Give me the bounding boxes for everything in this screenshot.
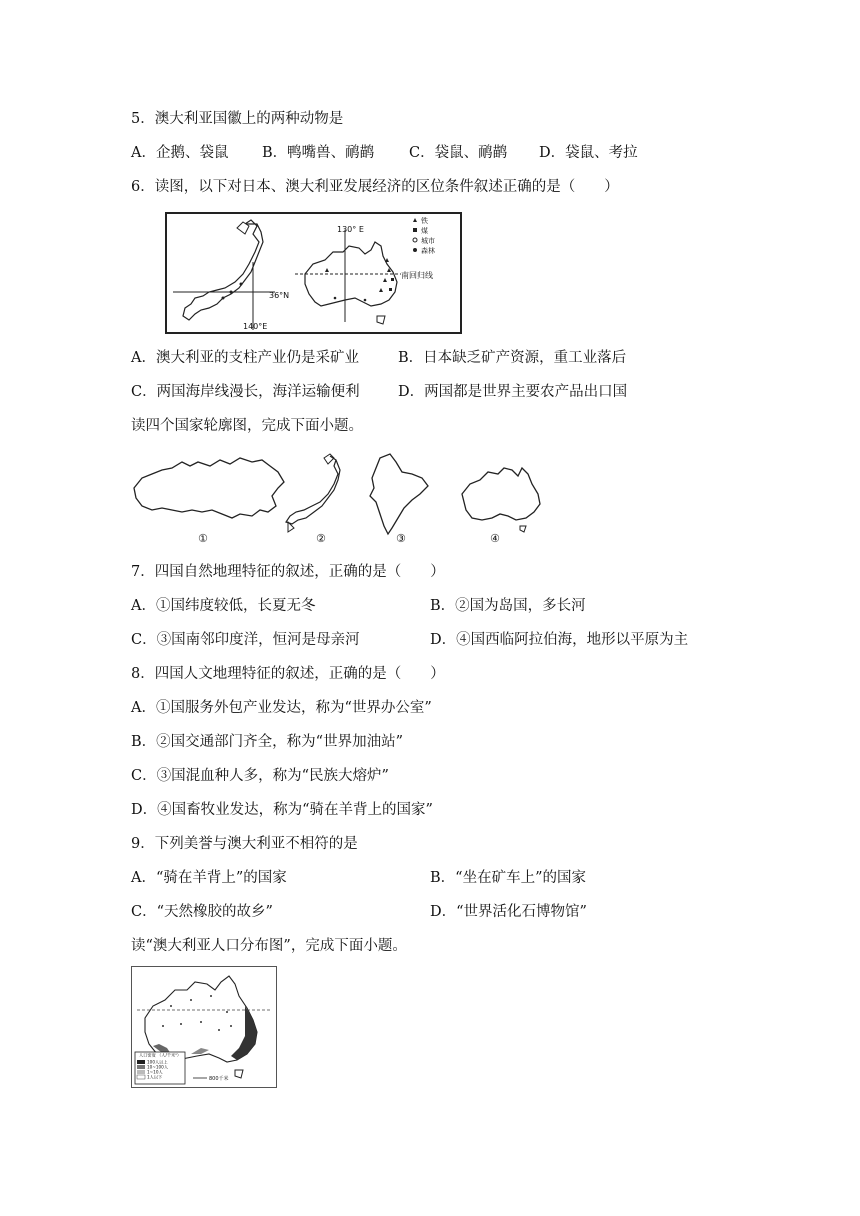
- india-outline: [370, 454, 428, 534]
- q6-option-d: D．两国都是世界主要农产品出口国: [398, 384, 628, 400]
- q7-option-b: B．②国为岛国，多长河: [430, 598, 586, 614]
- q7-stem: 7．四国自然地理特征的叙述，正确的是（ ）: [131, 564, 445, 580]
- outline-label-4: ④: [490, 532, 500, 545]
- q7-option-a: A．①国纬度较低，长夏无冬: [131, 598, 316, 614]
- q6-option-c: C．两国海岸线漫长，海洋运输便利: [131, 384, 360, 400]
- outline-label-2: ②: [316, 532, 326, 545]
- lon-130e-label: 130° E: [337, 225, 364, 234]
- q9-option-d: D．“世界活化石博物馆”: [430, 904, 587, 920]
- q5-option-c: C．袋鼠、鸸鹋: [409, 145, 508, 161]
- q8-option-b: B．②国交通部门齐全，称为“世界加油站”: [131, 734, 403, 750]
- group-intro-2: 读“澳大利亚人口分布图”，完成下面小题。: [131, 938, 407, 954]
- q9-option-a: A．“骑在羊背上”的国家: [131, 870, 287, 886]
- japan-small-outline: [286, 456, 340, 524]
- q6-option-b: B．日本缺乏矿产资源，重工业落后: [398, 350, 627, 366]
- q7-option-c: C．③国南邻印度洋，恒河是母亲河: [131, 632, 360, 648]
- q9-option-b: B．“坐在矿车上”的国家: [430, 870, 586, 886]
- outline-label-1: ①: [198, 532, 208, 545]
- q9-stem: 9．下列美誉与澳大利亚不相符的是: [131, 836, 358, 852]
- q8-option-d: D．④国畜牧业发达，称为“骑在羊背上的国家”: [131, 802, 433, 818]
- q8-option-c: C．③国混血种人多，称为“民族大熔炉”: [131, 768, 389, 784]
- q8-stem: 8．四国人文地理特征的叙述，正确的是（ ）: [131, 666, 445, 682]
- q5-option-a: A．企鹅、袋鼠: [131, 145, 229, 161]
- legend-iron: 铁: [421, 217, 428, 225]
- japan-australia-map: [165, 212, 462, 334]
- q5-option-d: D．袋鼠、考拉: [539, 145, 638, 161]
- q8-option-a: A．①国服务外包产业发达，称为“世界办公室”: [131, 700, 432, 716]
- pop-scale: 800千米: [209, 1076, 229, 1082]
- pop-legend-title: 人口密度 （人/千米²）: [139, 1052, 182, 1058]
- australia-population-map: [131, 966, 277, 1088]
- legend-forest: 森林: [421, 247, 435, 255]
- q9-option-c: C．“天然橡胶的故乡”: [131, 904, 273, 920]
- legend-city: 城市: [421, 237, 435, 245]
- lat-36n-label: 36°N: [269, 291, 290, 300]
- tropic-label: 南回归线: [401, 271, 433, 280]
- australia-small-outline: [462, 468, 540, 520]
- pop-legend-4: 1人以下: [147, 1074, 163, 1080]
- legend-coal: 煤: [421, 227, 428, 235]
- group-intro: 读四个国家轮廓图，完成下面小题。: [131, 418, 363, 434]
- q6-stem: 6．读图，以下对日本、澳大利亚发展经济的区位条件叙述正确的是（ ）: [131, 179, 619, 195]
- outline-label-3: ③: [396, 532, 406, 545]
- lon-140e-label: 140°E: [243, 322, 268, 331]
- four-country-outlines: [128, 450, 548, 550]
- pop-legend-1: 100人以上: [147, 1059, 168, 1065]
- q6-option-a: A．澳大利亚的支柱产业仍是采矿业: [131, 350, 359, 366]
- q5-option-b: B．鸭嘴兽、鸸鹋: [262, 145, 375, 161]
- pop-legend-3: 1~10人: [147, 1069, 163, 1075]
- q7-option-d: D．④国西临阿拉伯海，地形以平原为主: [430, 632, 689, 648]
- russia-outline: [134, 458, 284, 518]
- pop-legend-2: 10~100人: [147, 1064, 169, 1070]
- q5-stem: 5．澳大利亚国徽上的两种动物是: [131, 111, 344, 127]
